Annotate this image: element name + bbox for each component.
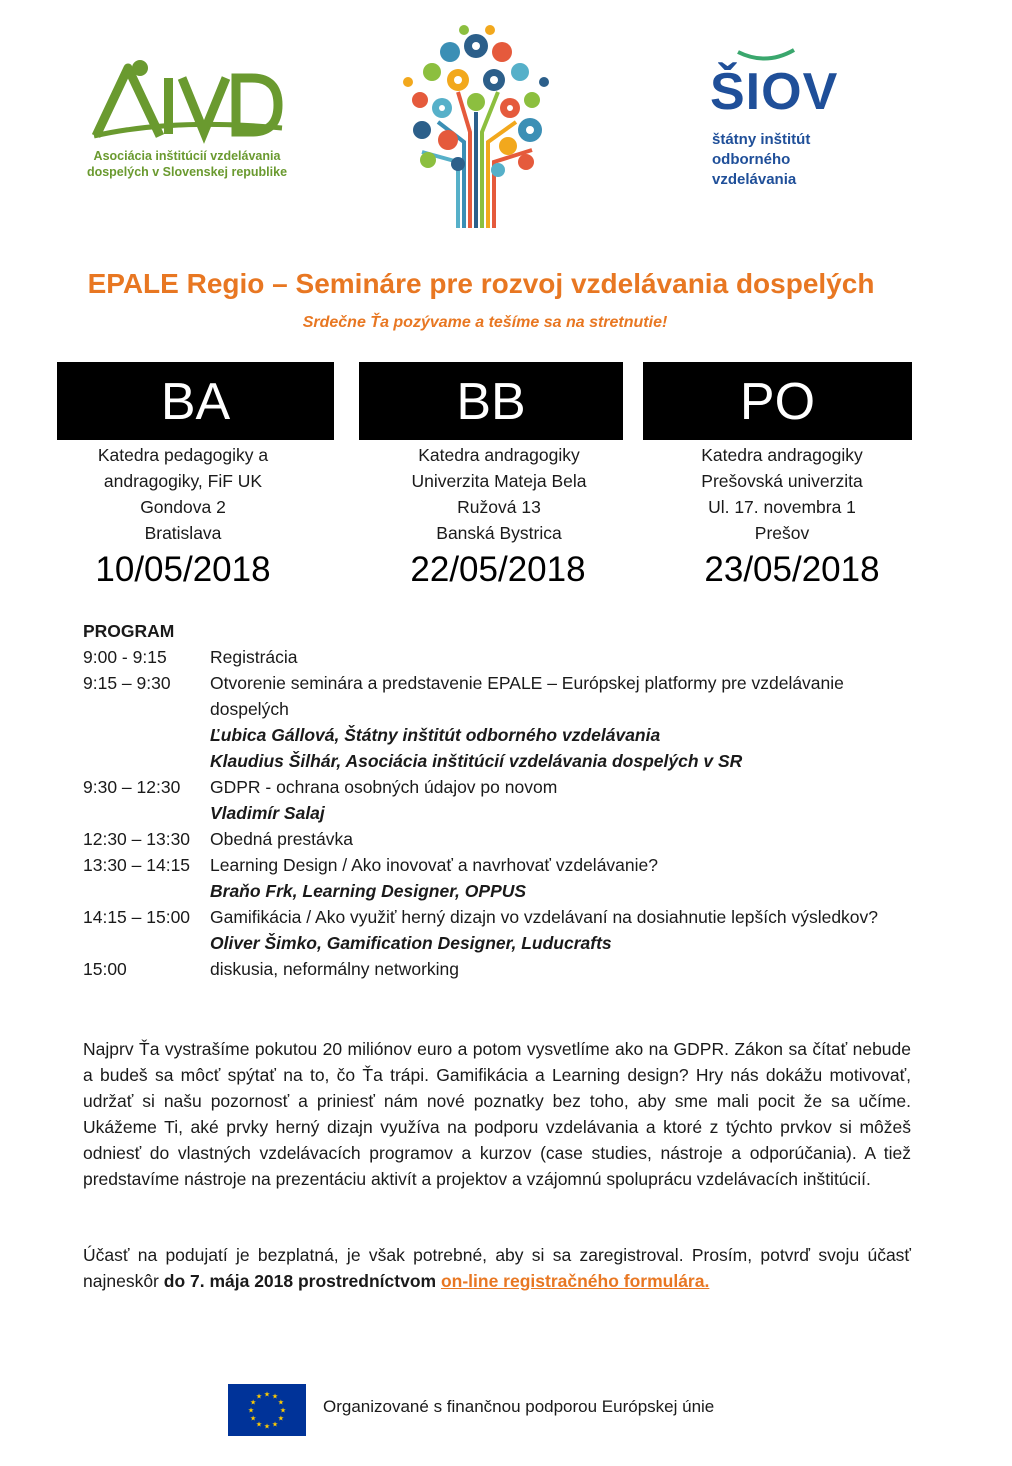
program-row <box>83 722 923 748</box>
tree-icon <box>398 22 554 228</box>
program-speaker: Ľubica Gállová, Štátny inštitút odborného vzdelávania <box>210 725 661 745</box>
venue-line: Bratislava <box>144 523 222 543</box>
eu-star-icon: ★ <box>279 1407 287 1415</box>
registration-form-link[interactable]: on-line registračného formulára. <box>440 1271 710 1291</box>
siov-subtitle <box>712 130 810 190</box>
date-ba: 10/05/2018 <box>95 550 271 589</box>
venue-line: Prešov <box>754 523 810 543</box>
city-code-po: PO <box>643 362 912 440</box>
aivd-logo-graphic <box>82 58 292 150</box>
venue-line: Katedra andragogiky <box>418 445 580 465</box>
program-speaker: Braňo Frk, Learning Designer, OPPUS <box>210 881 527 901</box>
page-subtitle: Srdečne Ťa pozývame a tešíme sa na stretnutie! <box>302 314 668 331</box>
venue-bb <box>374 442 624 546</box>
program-item: diskusia, neformálny networking <box>210 959 460 979</box>
program-heading: PROGRAM <box>83 621 175 641</box>
description-paragraph: Najprv Ťa vystrašíme pokutou 20 miliónov euro a potom vysvetlíme ako na GDPR. Zákon sa čítať nebude a budeš sa môcť spýtať na to, čo Ťa trápi. Gamifikácia a Learning design? Hry nás dokážu motivovať, udržať si našu pozornosť a priniesť nám nové poznatky bez toho, aby sme mali pocit že sa učíme. Ukážeme Ti, aké prvky herný dizajn využíva na podporu vzdelávania a ktoré z týchto prvkov si môžeš odniesť do vlastných vzdelávacích programov a kurzov (case studies, nástroje a odporúčania). A tiež predstavíme nástroje na prezentáciu aktivít a projektov a vzájomnú spoluprácu vzdelávacích inštitúcií. <box>83 1039 911 1189</box>
program-time: 14:15 – 15:00 <box>83 907 191 927</box>
registration-intro: Účasť na podujatí je bezplatná, je však potrebné, aby si sa zaregistroval. Prosím, potvrď svoju účasť najneskôr <box>83 1245 911 1291</box>
program-row <box>83 904 923 930</box>
program-row <box>83 878 923 904</box>
venue-line: Banská Bystrica <box>436 523 562 543</box>
program-time <box>83 722 210 748</box>
aivd-org-line: Asociácia inštitúcií vzdelávania <box>93 149 281 163</box>
program-row <box>83 644 923 670</box>
eu-star-icon: ★ <box>263 1391 271 1399</box>
venue-line: Katedra pedagogiky a <box>97 445 269 465</box>
aivd-org-name <box>82 148 292 180</box>
date-po: 23/05/2018 <box>704 550 880 589</box>
eu-star-icon: ★ <box>277 1399 284 1407</box>
page-title: EPALE Regio – Semináre pre rozvoj vzdelávania dospelých <box>87 268 875 299</box>
eu-flag-graphic <box>228 1384 306 1436</box>
venue-line: Ružová 13 <box>457 497 541 517</box>
city-code-ba: BA <box>57 362 334 440</box>
eu-flag-icon <box>228 1384 306 1436</box>
program-time: 13:30 – 14:15 <box>83 855 191 875</box>
eu-star-icon: ★ <box>250 1415 257 1423</box>
program-row <box>83 826 923 852</box>
program-time: 9:15 – 9:30 <box>83 673 171 693</box>
program-speaker: Vladimír Salaj <box>210 803 325 823</box>
eu-star-icon: ★ <box>271 1393 279 1401</box>
program-time: 12:30 – 13:30 <box>83 829 191 849</box>
program-time <box>83 800 210 826</box>
program-row <box>83 852 923 878</box>
siov-subtitle-line: odborného <box>712 151 791 168</box>
footer-funding-note: Organizované s finančnou podporou Európskej únie <box>323 1397 715 1416</box>
siov-subtitle-line: vzdelávania <box>712 171 797 188</box>
program-row <box>83 748 923 774</box>
program-item: Registrácia <box>210 647 298 667</box>
program-item: Obedná prestávka <box>210 829 354 849</box>
program-time <box>83 878 210 904</box>
program-item: Otvorenie seminára a predstavenie EPALE – Európskej platformy pre vzdelávanie dospelých <box>210 673 844 719</box>
program-item: Learning Design / Ako inovovať a navrhovať vzdelávanie? <box>210 855 658 875</box>
eu-star-icon: ★ <box>255 1393 263 1401</box>
venue-line: Katedra andragogiky <box>701 445 863 465</box>
eu-star-icon: ★ <box>247 1407 255 1415</box>
eu-star-icon: ★ <box>277 1415 284 1423</box>
venue-ba <box>57 442 309 546</box>
epale-tree-logo <box>398 22 554 228</box>
venue-line: andragogiky, FiF UK <box>103 471 263 491</box>
program-item: GDPR - ochrana osobných údajov po novom <box>210 777 558 797</box>
eu-star-icon: ★ <box>271 1421 279 1429</box>
siov-subtitle-line: štátny inštitút <box>712 131 811 148</box>
program-time: 15:00 <box>83 959 127 979</box>
program-time: 9:00 - 9:15 <box>83 647 167 667</box>
program-time: 9:30 – 12:30 <box>83 777 181 797</box>
siov-swoosh-icon <box>736 48 796 64</box>
program-row <box>83 800 923 826</box>
program-time <box>83 748 210 774</box>
program-schedule <box>83 618 923 982</box>
siov-logo <box>710 48 860 198</box>
program-row <box>83 956 923 982</box>
eu-star-icon: ★ <box>255 1421 263 1429</box>
venue-po <box>652 442 912 546</box>
eu-star-icon: ★ <box>250 1399 257 1407</box>
venue-line: Prešovská univerzita <box>701 471 863 491</box>
program-row <box>83 670 923 722</box>
eu-star-icon: ★ <box>263 1423 271 1431</box>
program-time <box>83 930 210 956</box>
venue-line: Ul. 17. novembra 1 <box>708 497 856 517</box>
registration-deadline: do 7. mája 2018 prostredníctvom <box>163 1271 437 1291</box>
aivd-logo <box>82 58 292 180</box>
venue-line: Gondova 2 <box>140 497 226 517</box>
program-speaker: Klaudius Šilhár, Asociácia inštitúcií vzdelávania dospelých v SR <box>210 751 743 771</box>
program-row <box>83 930 923 956</box>
date-bb: 22/05/2018 <box>410 550 586 589</box>
city-code-bb: BB <box>359 362 623 440</box>
program-row <box>83 774 923 800</box>
aivd-org-line: dospelých v Slovenskej republike <box>86 165 288 179</box>
registration-paragraph <box>83 1242 911 1294</box>
program-item: Gamifikácia / Ako využiť herný dizajn vo vzdelávaní na dosiahnutie lepších výsledkov? <box>210 907 879 927</box>
venue-line: Univerzita Mateja Bela <box>411 471 587 491</box>
program-speaker: Oliver Šimko, Gamification Designer, Luducrafts <box>210 933 612 953</box>
siov-logo-text: ŠIOV <box>710 63 839 121</box>
